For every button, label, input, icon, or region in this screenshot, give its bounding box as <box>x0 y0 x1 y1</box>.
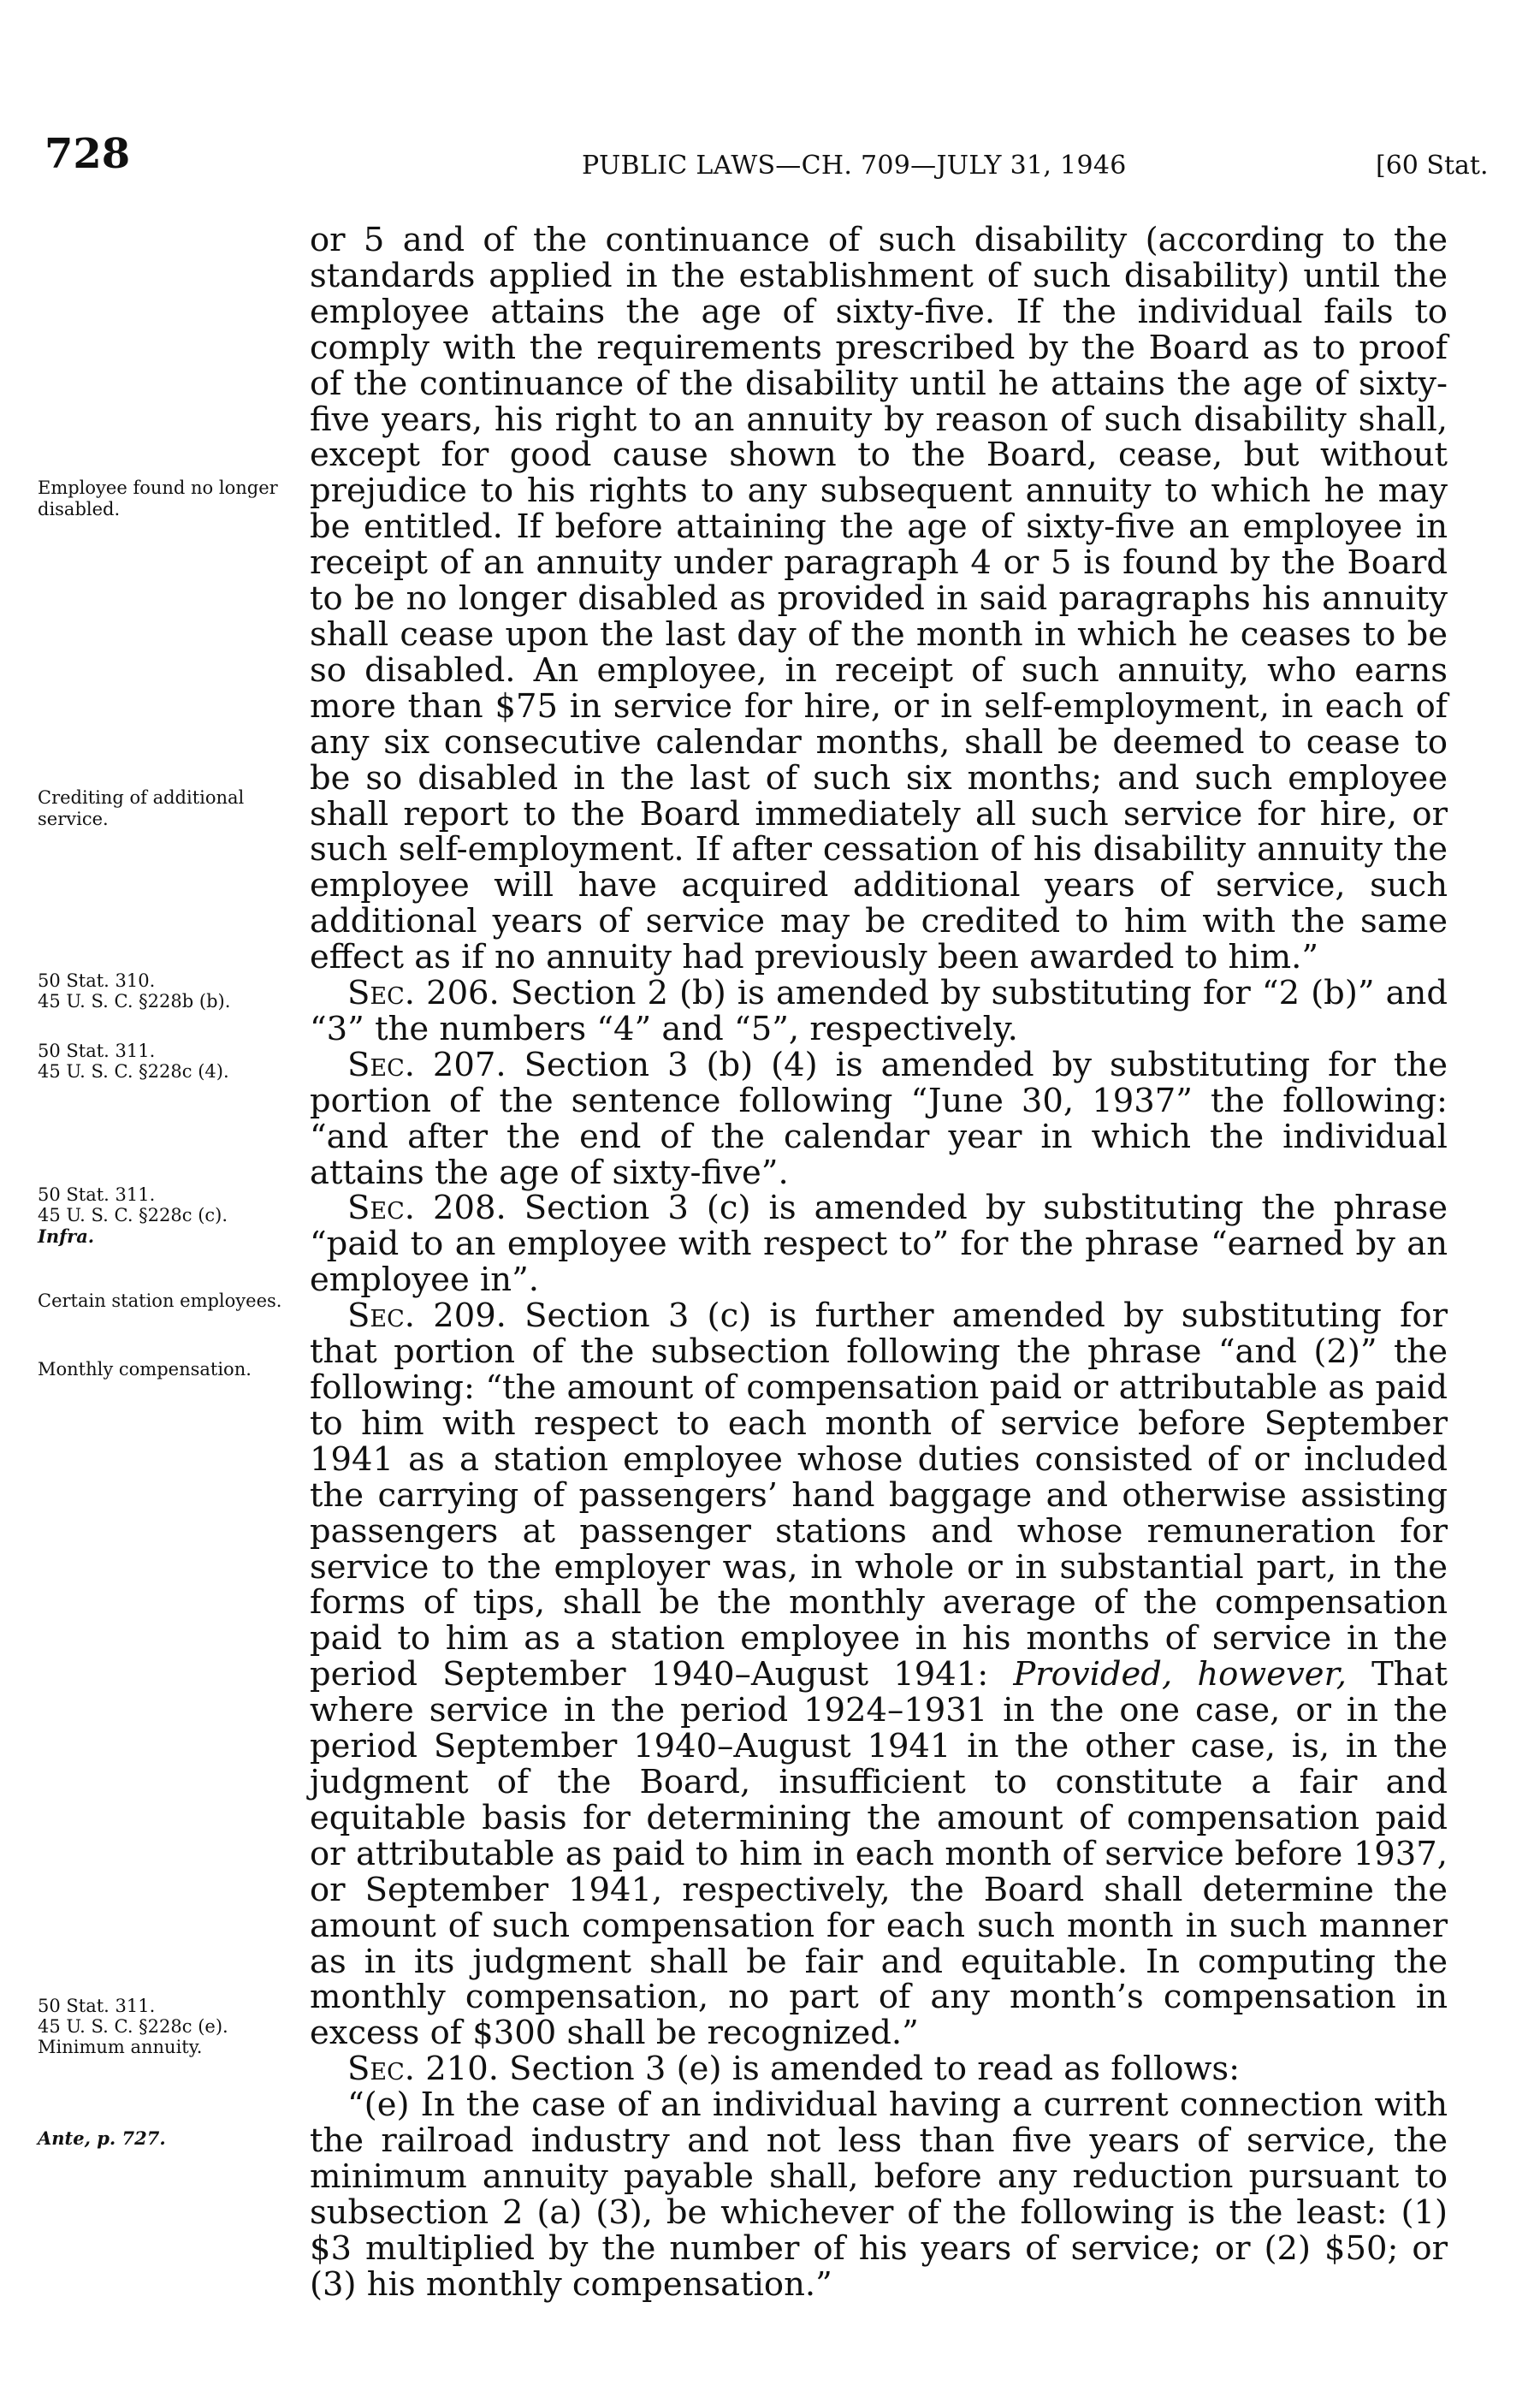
margin-citation-usc: 45 U. S. C. §228c (4). <box>38 1061 229 1082</box>
section-209 <box>310 1298 1448 2051</box>
section-label: Sec. <box>347 974 415 1013</box>
section-text: 209. Section 3 (c) is further amended by substituting for that portion of the subsection following the phrase “and (2)” the following: “the amount of compensation paid or attributable as paid to him with respect to each month of service before September 1941 as a station employee whose duties consisted of or included the carrying of passengers’ hand baggage and otherwise assisting passengers at passenger stations and whose remuneration for service to the employer was, in whole or in substantial part, in the forms of tips, shall be the monthly average of the compensation paid to him as a station employee in his months of service in the period September 1940–August 1941: <box>310 1296 1448 1694</box>
section-text: 208. Section 3 (c) is amended by substituting the phrase “paid to an employee with respect to” for the phrase “earned by an employee in”. <box>310 1189 1448 1300</box>
page-number: 728 <box>44 130 131 178</box>
infra-reference: Infra. <box>38 1225 95 1247</box>
margin-citation-stat: 50 Stat. 311. <box>38 1996 156 2016</box>
margin-citation-usc: 45 U. S. C. §228c (e). <box>38 2016 228 2037</box>
margin-citation-stat: 50 Stat. 311. <box>38 1041 156 1061</box>
margin-note-station-employees: Certain station employees. <box>38 1290 282 1311</box>
margin-note-minimum-annuity: Minimum annuity. <box>38 2037 203 2057</box>
paragraph-continuation: or 5 and of the continuance of such disability (according to the standards applied in the establishment of such disability) until the employee attains the age of sixty-five. If the individual fails to comply with the requirements prescribed by the Board as to proof of the continuance of the disability until he attains the age of sixty-five years, his right to an annuity by reason of such disability shall, except for good cause shown to the Board, cease, but without prejudice to his rights to any subsequent annuity to which he may be entitled. If before attaining the age of sixty-five an employee in receipt of an annuity under paragraph 4 or 5 is found by the Board to be no longer disabled as provided in said paragraphs his annuity shall cease upon the last day of the month in which he ceases to be so disabled. An employee, in receipt of such annuity, who earns more than $75 in service for hire, or in self-employment, in each of any six consecutive calendar months, shall be deemed to cease to be so disabled in the last of such six months; and such employee shall report to the Board immediately all such service for hire, or such self-employment. If after cessation of his disability annuity the employee will have acquired additional years of service, such additional years of service may be credited to him with the same effect as if no annuity had previously been awarded to him.” <box>310 221 1448 977</box>
section-text: 207. Section 3 (b) (4) is amended by substituting for the portion of the sentence following “June 30, 1937” the following: “and after the end of the calendar year in which the individual attains the age of sixty-five”. <box>310 1045 1448 1192</box>
section-text: 206. Section 2 (b) is amended by substituting for “2 (b)” and “3” the numbers “4” and “5”, respectively. <box>310 974 1448 1048</box>
margin-citation-infra <box>38 1225 294 1248</box>
margin-notes <box>38 0 294 2403</box>
margin-citation-ante <box>38 2127 294 2150</box>
section-208 <box>310 1190 1448 1298</box>
section-210 <box>310 2051 1448 2087</box>
section-207 <box>310 1047 1448 1191</box>
section-text: 210. Section 3 (e) is amended to read as follows: <box>414 2050 1241 2089</box>
running-head: PUBLIC LAWS—CH. 709—JULY 31, 1946 <box>582 151 1127 181</box>
margin-citation-stat: 50 Stat. 310. <box>38 970 156 991</box>
section-text-continued: That where service in the period 1924–1931 in the one case, or in the period September 1940–August 1941 in the other case, is, in the judgment of the Board, insufficient to constitute a fair and equitable basis for determining the amount of compensation paid or attributable as paid to him in each month of service before 1937, or September 1941, respectively, the Board shall determine the amount of such compensation for each such month in such manner as in its judgment shall be fair and equitable. In computing the monthly compensation, no part of any month’s compensation in excess of $300 shall be recognized.” <box>310 1655 1448 2053</box>
margin-citation-stat: 50 Stat. 311. <box>38 1184 156 1205</box>
volume-reference: [60 Stat. <box>1376 151 1489 181</box>
provided-however: Provided, however, <box>1013 1655 1347 1694</box>
body-text <box>310 222 1448 2303</box>
margin-note-crediting: Crediting of additional service. <box>38 787 245 829</box>
section-label: Sec. <box>347 1045 415 1084</box>
margin-note-employee-found: Employee found no longer disabled. <box>38 478 278 519</box>
section-206 <box>310 976 1448 1047</box>
margin-citation-usc: 45 U. S. C. §228b (b). <box>38 991 231 1012</box>
section-210-quote: “(e) In the case of an individual having a current connection with the railroad industry and not less than five years of service, the minimum annuity payable shall, before any reduction pursuant to subsection 2 (a) (3), be whichever of the following is the least: (1) $3 multiplied by the number of his years of service; or (2) $50; or (3) his monthly compensation.” <box>310 2086 1448 2304</box>
section-label: Sec. <box>347 1189 415 1228</box>
section-label: Sec. <box>347 1296 415 1336</box>
section-label: Sec. <box>347 2050 415 2089</box>
ante-reference: Ante, p. 727. <box>38 2127 166 2149</box>
margin-note-monthly-compensation: Monthly compensation. <box>38 1359 252 1380</box>
margin-citation-usc: 45 U. S. C. §228c (c). <box>38 1205 228 1225</box>
